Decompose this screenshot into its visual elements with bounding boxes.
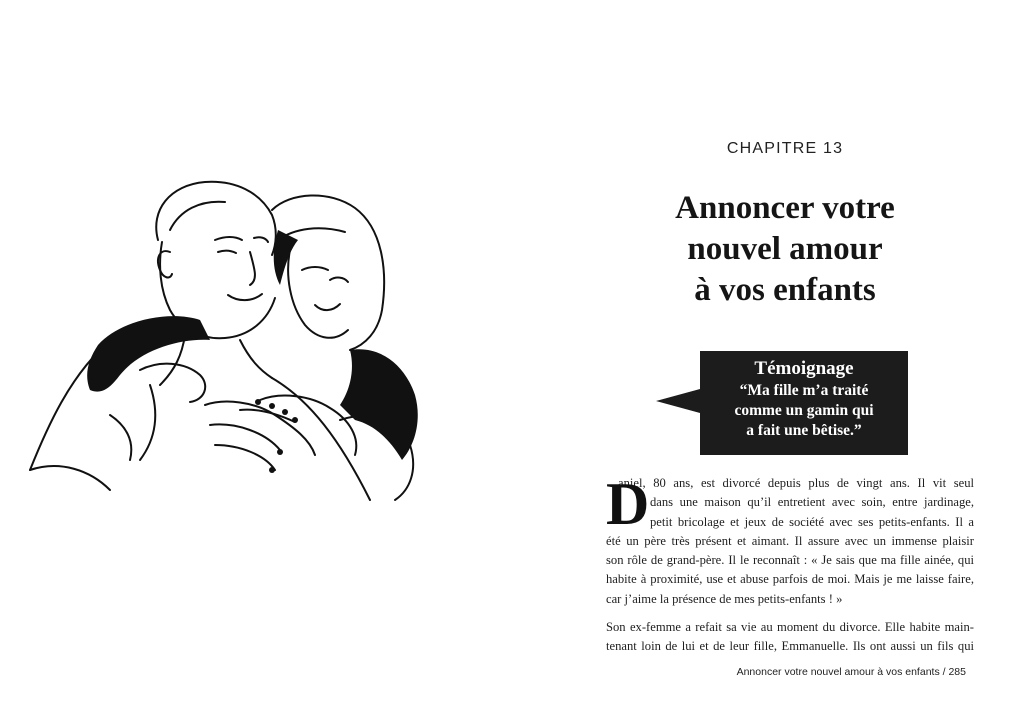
running-title: Annoncer votre nouvel amour à vos enfants <box>736 666 940 678</box>
paragraph-1 <box>606 471 974 609</box>
page-number: 285 <box>948 666 966 678</box>
quote-line: a fait une bêtise.” <box>746 422 862 439</box>
text-line: tenant loin de lui et de leur fille, Emmanuelle. Ils ont aussi un fils qui <box>606 639 974 654</box>
chapter-label: CHAPITRE 13 <box>726 140 844 157</box>
text-line: petit bricolage et jeux de société avec ses petits-enfants. Il a <box>650 514 974 529</box>
quote-line: comme un gamin qui <box>734 402 874 419</box>
paragraph-2 <box>606 618 974 657</box>
text-line: dans une maison qu’il entretient avec soin, entre jardinage, <box>650 495 974 510</box>
text-line: été un père très présent et aimant. Il assure avec un immense plaisir <box>606 533 974 548</box>
couple-illustration <box>10 170 500 510</box>
quote-line: “Ma fille m’a traité <box>739 382 869 399</box>
text-line: aniel, 80 ans, est divorcé depuis plus de vingt ans. Il vit seul <box>618 476 974 490</box>
chapter-title-line: Annoncer votre <box>675 190 895 226</box>
testimony-bubble <box>700 351 908 455</box>
drop-cap: D <box>606 471 650 537</box>
chapter-title <box>610 188 960 311</box>
chapter-title-line: nouvel amour <box>687 231 883 267</box>
text-line: son rôle de grand-père. Il le reconnaît : « Je sais que ma fille ainée, qui <box>606 553 974 568</box>
testimony-quote <box>700 381 908 441</box>
testimony-content <box>700 357 908 441</box>
body-text <box>606 471 974 657</box>
chapter-title-line: à vos enfants <box>694 272 876 308</box>
footer-separator: / <box>942 666 946 678</box>
page-footer <box>700 666 966 678</box>
testimony-heading: Témoignage <box>754 358 854 379</box>
text-line: car j’aime la présence de mes petits-enfants ! » <box>606 591 843 606</box>
text-line: habite à proximité, use et abuse parfois de moi. Mais je me laisse faire, <box>606 572 974 587</box>
text-line: Son ex-femme a refait sa vie au moment du divorce. Elle habite main- <box>606 620 974 635</box>
